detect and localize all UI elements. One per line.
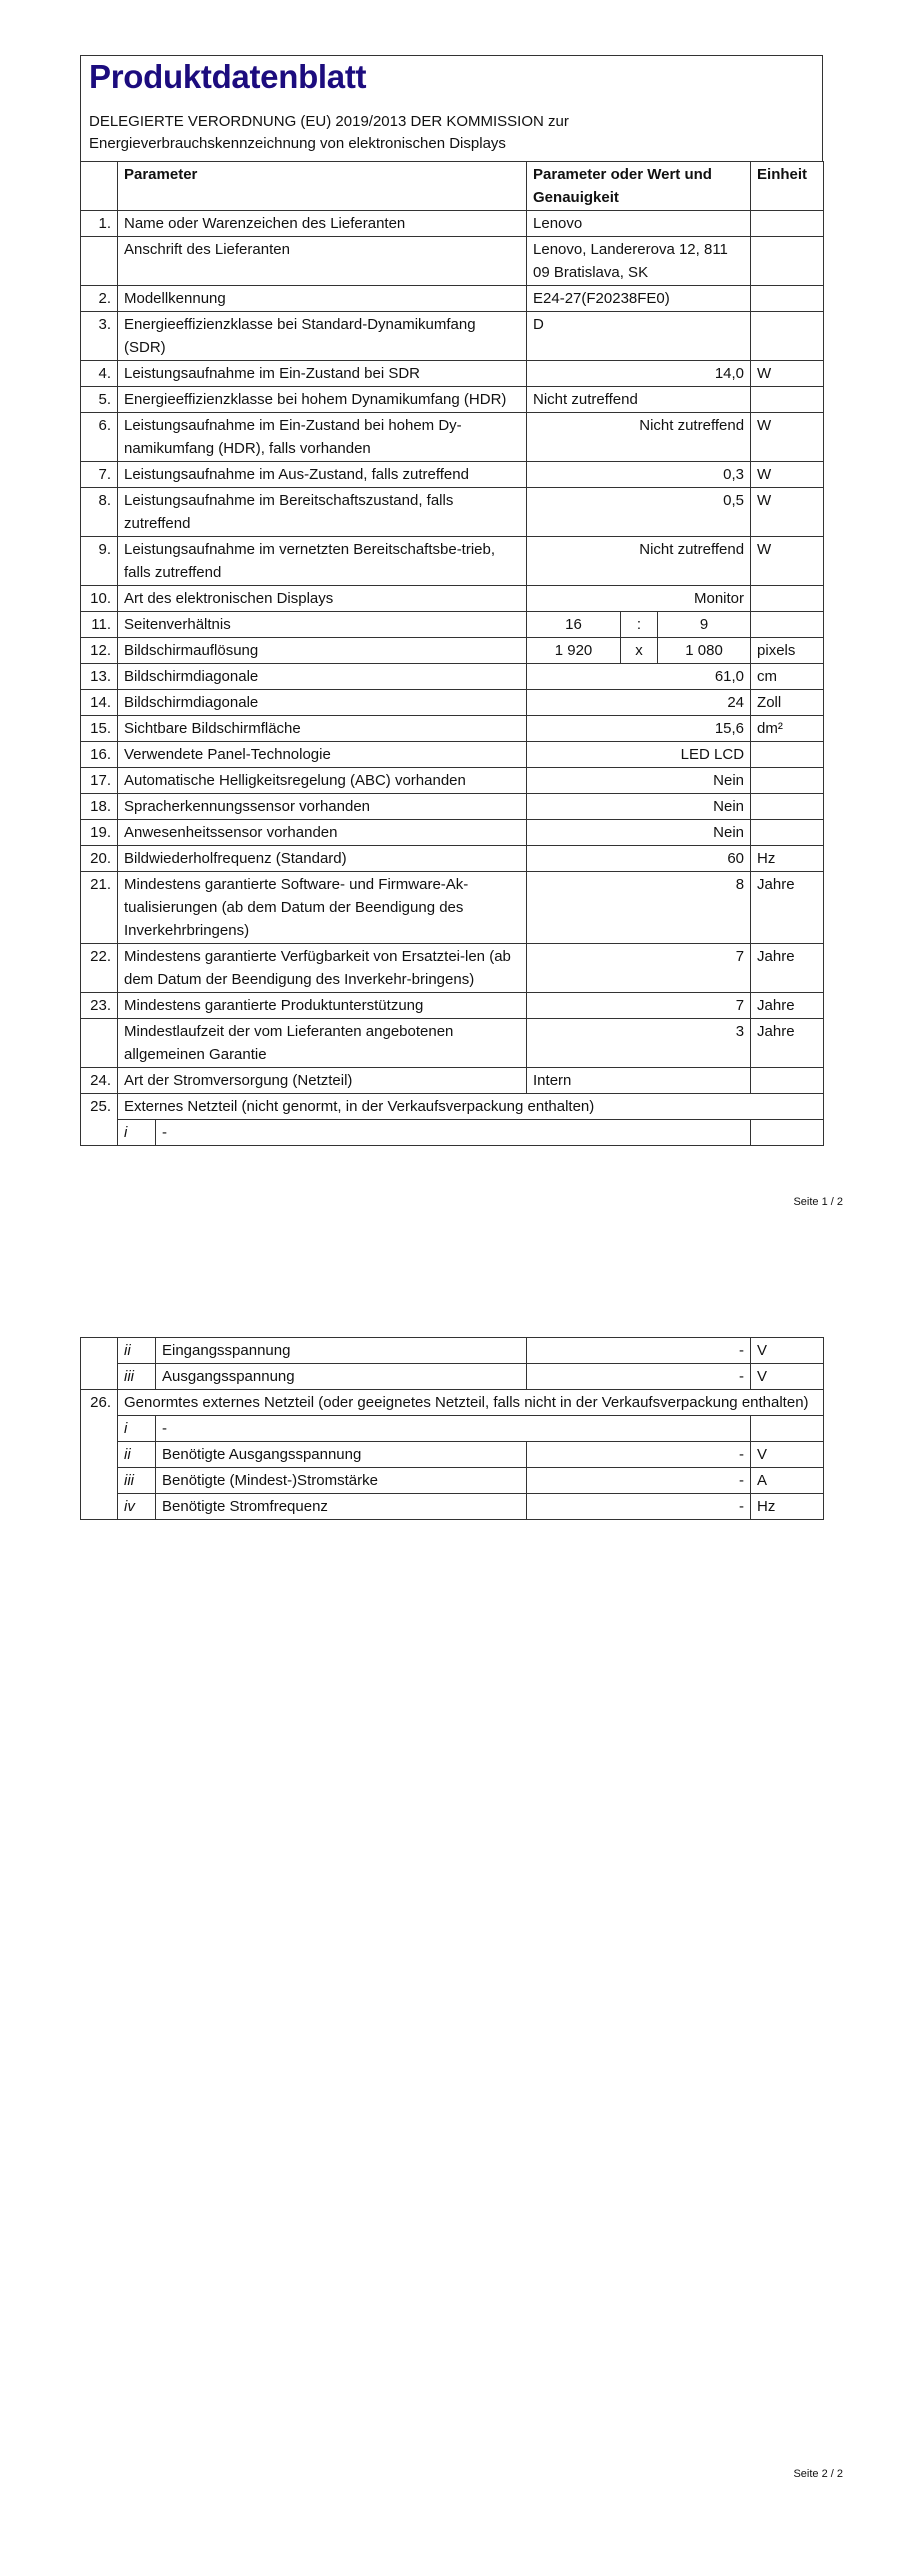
row-value-b: 1 080 [658, 638, 751, 664]
row-value: 3 [527, 1019, 751, 1068]
row-number-continued [81, 1338, 118, 1390]
document-header [80, 55, 823, 162]
table-row-external-psu [81, 1094, 824, 1120]
subrow-index: iii [118, 1364, 156, 1390]
row-unit [751, 820, 824, 846]
table-row [81, 361, 824, 387]
row-parameter: Bildschirmauflösung [118, 638, 527, 664]
row-parameter: Mindestens garantierte Verfügbarkeit von Ersatztei-len (ab dem Datum der Beendigung des Inverkehr-bringens) [118, 944, 527, 993]
row-value: 0,3 [527, 462, 751, 488]
row-parameter: Automatische Helligkeitsregelung (ABC) vorhanden [118, 768, 527, 794]
row-parameter: Bildschirmdiagonale [118, 664, 527, 690]
row-value: 14,0 [527, 361, 751, 387]
row-parameter: Mindestlaufzeit der vom Lieferanten angebotenen allgemeinen Garantie [118, 1019, 527, 1068]
subrow-parameter: Ausgangsspannung [156, 1364, 527, 1390]
table-subrow [81, 1338, 824, 1364]
row-unit: W [751, 361, 824, 387]
table-row-standard-psu [81, 1390, 824, 1416]
header-num [81, 162, 118, 211]
row-number: 25. [81, 1094, 118, 1146]
row-unit [751, 586, 824, 612]
row-number: 10. [81, 586, 118, 612]
table-row [81, 387, 824, 413]
row-parameter: Leistungsaufnahme im Ein-Zustand bei hohem Dy-namikumfang (HDR), falls vorhanden [118, 413, 527, 462]
page-number-footer: Seite 2 / 2 [793, 2468, 843, 2480]
row-unit [751, 286, 824, 312]
row-value: 61,0 [527, 664, 751, 690]
subrow-index: ii [118, 1338, 156, 1364]
subrow-index: i [118, 1120, 156, 1146]
header-parameter: Parameter [118, 162, 527, 211]
table-row [81, 768, 824, 794]
row-unit [751, 387, 824, 413]
row-parameter: Spracherkennungssensor vorhanden [118, 794, 527, 820]
subrow-unit: V [751, 1442, 824, 1468]
row-parameter: Leistungsaufnahme im Aus-Zustand, falls zutreffend [118, 462, 527, 488]
row-parameter: Anschrift des Lieferanten [118, 237, 527, 286]
subrow-index: i [118, 1416, 156, 1442]
subrow-unit: A [751, 1468, 824, 1494]
row-number: 13. [81, 664, 118, 690]
table-row [81, 462, 824, 488]
row-value: E24-27(F20238FE0) [527, 286, 751, 312]
table-row-aspect-ratio [81, 612, 824, 638]
row-parameter: Verwendete Panel-Technologie [118, 742, 527, 768]
row-number [81, 237, 118, 286]
table-row [81, 211, 824, 237]
subtitle-line-2: Energieverbrauchskennzeichnung von elektronischen Displays [89, 135, 506, 152]
row-unit: W [751, 462, 824, 488]
row-value: Intern [527, 1068, 751, 1094]
row-number: 26. [81, 1390, 118, 1520]
table-row [81, 690, 824, 716]
row-number: 12. [81, 638, 118, 664]
subrow-value: - [527, 1338, 751, 1364]
row-parameter: Seitenverhältnis [118, 612, 527, 638]
row-unit: Jahre [751, 1019, 824, 1068]
row-value: 0,5 [527, 488, 751, 537]
row-unit: Hz [751, 846, 824, 872]
table-row [81, 742, 824, 768]
row-unit: pixels [751, 638, 824, 664]
row-value: LED LCD [527, 742, 751, 768]
subrow-unit: V [751, 1364, 824, 1390]
product-data-table [80, 161, 824, 1146]
row-parameter: Anwesenheitssensor vorhanden [118, 820, 527, 846]
subrow-value: - [527, 1468, 751, 1494]
table-subrow [81, 1416, 824, 1442]
table-row [81, 664, 824, 690]
row-value: Nicht zutreffend [527, 537, 751, 586]
row-unit: W [751, 413, 824, 462]
row-parameter: Leistungsaufnahme im Ein-Zustand bei SDR [118, 361, 527, 387]
row-number: 3. [81, 312, 118, 361]
row-unit [751, 312, 824, 361]
row-value: 60 [527, 846, 751, 872]
row-number [81, 1019, 118, 1068]
subrow-value: - [527, 1494, 751, 1520]
row-number: 23. [81, 993, 118, 1019]
subtitle-line-1: DELEGIERTE VERORDNUNG (EU) 2019/2013 DER KOMMISSION zur [89, 113, 569, 130]
row-parameter: Mindestens garantierte Software- und Firmware-Ak-tualisierungen (ab dem Datum der Beendigung des Inverkehrbringens) [118, 872, 527, 944]
row-separator: : [621, 612, 658, 638]
table-row [81, 286, 824, 312]
row-unit [751, 1068, 824, 1094]
subrow-parameter: - [156, 1416, 751, 1442]
row-unit: Zoll [751, 690, 824, 716]
subrow-unit [751, 1120, 824, 1146]
table-row [81, 944, 824, 993]
row-unit [751, 794, 824, 820]
row-parameter: Leistungsaufnahme im Bereitschaftszustand, falls zutreffend [118, 488, 527, 537]
document-title: Produktdatenblatt [89, 58, 367, 95]
subrow-parameter: Benötigte (Mindest-)Stromstärke [156, 1468, 527, 1494]
row-parameter: Mindestens garantierte Produktunterstützung [118, 993, 527, 1019]
row-value: Nein [527, 820, 751, 846]
table-subrow [81, 1364, 824, 1390]
subrow-value: - [527, 1442, 751, 1468]
row-number: 18. [81, 794, 118, 820]
page-2 [0, 1280, 905, 2560]
row-unit: Jahre [751, 872, 824, 944]
subrow-unit: Hz [751, 1494, 824, 1520]
table-row [81, 537, 824, 586]
row-number: 6. [81, 413, 118, 462]
row-number: 9. [81, 537, 118, 586]
row-number: 21. [81, 872, 118, 944]
row-value: 24 [527, 690, 751, 716]
row-parameter: Art der Stromversorgung (Netzteil) [118, 1068, 527, 1094]
row-parameter: Sichtbare Bildschirmfläche [118, 716, 527, 742]
table-row-resolution [81, 638, 824, 664]
product-data-table-continued [80, 1337, 824, 1520]
row-unit: W [751, 488, 824, 537]
table-subrow [81, 1442, 824, 1468]
row-value: 15,6 [527, 716, 751, 742]
row-unit: Jahre [751, 944, 824, 993]
row-value: 7 [527, 993, 751, 1019]
table-row [81, 1019, 824, 1068]
row-value: Lenovo, Landererova 12, 811 09 Bratislava, SK [527, 237, 751, 286]
row-number: 22. [81, 944, 118, 993]
row-value: 8 [527, 872, 751, 944]
table-header-row [81, 162, 824, 211]
row-number: 5. [81, 387, 118, 413]
row-unit [751, 211, 824, 237]
row-number: 1. [81, 211, 118, 237]
row-separator: x [621, 638, 658, 664]
table-row [81, 794, 824, 820]
row-unit: cm [751, 664, 824, 690]
table-row [81, 586, 824, 612]
row-parameter: Art des elektronischen Displays [118, 586, 527, 612]
row-number: 19. [81, 820, 118, 846]
row-number: 14. [81, 690, 118, 716]
row-value: Nicht zutreffend [527, 387, 751, 413]
row-section-title: Externes Netzteil (nicht genormt, in der Verkaufsverpackung enthalten) [118, 1094, 824, 1120]
row-number: 15. [81, 716, 118, 742]
row-value-a: 16 [527, 612, 621, 638]
table-row [81, 237, 824, 286]
row-number: 8. [81, 488, 118, 537]
row-value: Nein [527, 768, 751, 794]
table-row [81, 413, 824, 462]
row-value: 7 [527, 944, 751, 993]
row-number: 16. [81, 742, 118, 768]
row-section-title: Genormtes externes Netzteil (oder geeignetes Netzteil, falls nicht in der Verkaufsverpackung enthalten) [118, 1390, 824, 1416]
row-number: 11. [81, 612, 118, 638]
row-unit [751, 768, 824, 794]
row-parameter: Name oder Warenzeichen des Lieferanten [118, 211, 527, 237]
table-subrow [81, 1468, 824, 1494]
subrow-value: - [527, 1364, 751, 1390]
row-value: Monitor [527, 586, 751, 612]
row-value: Nein [527, 794, 751, 820]
table-row [81, 716, 824, 742]
row-number: 17. [81, 768, 118, 794]
table-row [81, 1068, 824, 1094]
table-row [81, 488, 824, 537]
row-value: D [527, 312, 751, 361]
table-row [81, 993, 824, 1019]
row-parameter: Modellkennung [118, 286, 527, 312]
table-row [81, 872, 824, 944]
row-unit [751, 742, 824, 768]
page-number-footer: Seite 1 / 2 [793, 1196, 843, 1208]
table-subrow [81, 1120, 824, 1146]
row-value-b: 9 [658, 612, 751, 638]
row-unit: dm² [751, 716, 824, 742]
subrow-unit: V [751, 1338, 824, 1364]
row-number: 2. [81, 286, 118, 312]
table-row [81, 312, 824, 361]
subrow-index: iv [118, 1494, 156, 1520]
row-parameter: Energieeffizienzklasse bei hohem Dynamikumfang (HDR) [118, 387, 527, 413]
header-value: Parameter oder Wert und Genauigkeit [527, 162, 751, 211]
row-number: 4. [81, 361, 118, 387]
row-parameter: Energieeffizienzklasse bei Standard-Dynamikumfang (SDR) [118, 312, 527, 361]
subrow-parameter: - [156, 1120, 751, 1146]
row-value: Nicht zutreffend [527, 413, 751, 462]
table-row [81, 846, 824, 872]
row-number: 7. [81, 462, 118, 488]
subrow-unit [751, 1416, 824, 1442]
row-unit [751, 237, 824, 286]
row-parameter: Leistungsaufnahme im vernetzten Bereitschaftsbe-trieb, falls zutreffend [118, 537, 527, 586]
header-unit: Einheit [751, 162, 824, 211]
table-subrow [81, 1494, 824, 1520]
row-unit [751, 612, 824, 638]
row-parameter: Bildwiederholfrequenz (Standard) [118, 846, 527, 872]
subrow-parameter: Benötigte Ausgangsspannung [156, 1442, 527, 1468]
row-unit: Jahre [751, 993, 824, 1019]
subrow-parameter: Eingangsspannung [156, 1338, 527, 1364]
subrow-index: ii [118, 1442, 156, 1468]
table-row [81, 820, 824, 846]
subrow-index: iii [118, 1468, 156, 1494]
row-value-a: 1 920 [527, 638, 621, 664]
row-value: Lenovo [527, 211, 751, 237]
row-parameter: Bildschirmdiagonale [118, 690, 527, 716]
subrow-parameter: Benötigte Stromfrequenz [156, 1494, 527, 1520]
row-number: 20. [81, 846, 118, 872]
document-subtitle [89, 111, 809, 155]
row-number: 24. [81, 1068, 118, 1094]
row-unit: W [751, 537, 824, 586]
